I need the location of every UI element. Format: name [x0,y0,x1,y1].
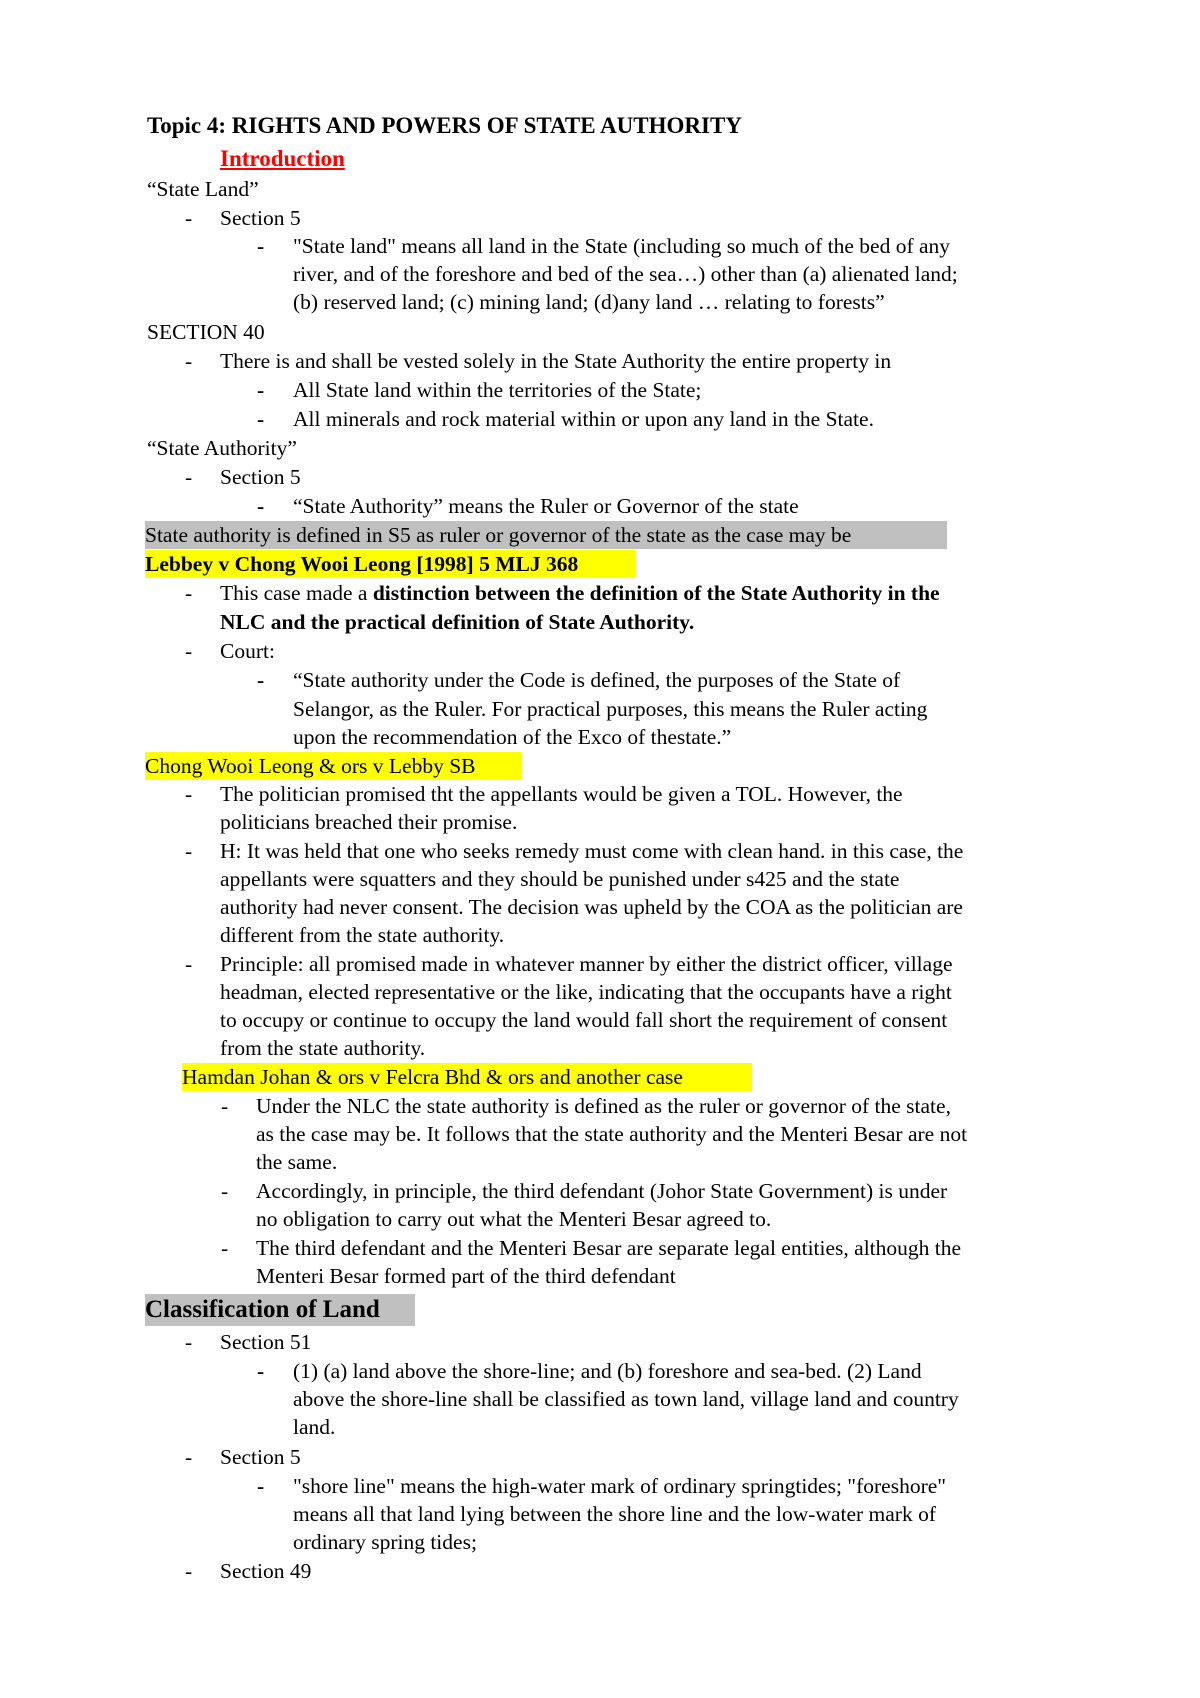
list-item [220,579,940,607]
list-item: H: It was held that one who seeks remedy must come with clean hand. in this case, the [220,839,964,863]
list-item: All minerals and rock material within or upon any land in the State. [293,407,874,431]
dash-marker: - [185,952,193,976]
dash-marker: - [185,639,193,663]
dash-marker: - [185,782,193,806]
dash-marker: - [257,494,265,518]
text-line: means all that land lying between the shore line and the low-water mark of [293,1502,936,1526]
text-line: SECTION 40 [147,320,265,344]
dash-marker: - [221,1236,229,1260]
introduction-heading: Introduction [220,146,345,171]
dash-marker: - [185,1445,193,1469]
dash-marker: - [221,1179,229,1203]
text-line: river, and of the foreshore and bed of the sea…) other than (a) alienated land; [293,262,958,286]
text-line: authority had never consent. The decision was upheld by the COA as the politician are [220,895,963,919]
dash-marker: - [257,407,265,431]
dash-marker: - [185,349,193,373]
bold-text-run: distinction between the definition of the State Authority in the [372,581,940,605]
text-line: different from the state authority. [220,923,505,947]
dash-marker: - [185,1330,193,1354]
list-item: Section 49 [220,1559,312,1583]
dash-marker: - [257,1474,265,1498]
dash-marker: - [257,1359,265,1383]
text-line: Selangor, as the Ruler. For practical purposes, this means the Ruler acting [293,697,928,721]
list-item: Court: [220,639,275,663]
list-item: "shore line" means the high-water mark of ordinary springtides; "foreshore" [293,1474,947,1498]
dash-marker: - [185,206,193,230]
text-line: no obligation to carry out what the Menteri Besar agreed to. [256,1207,772,1231]
list-item: Under the NLC the state authority is defined as the ruler or governor of the state, [256,1094,951,1118]
list-item: The third defendant and the Menteri Besar are separate legal entities, although the [256,1236,962,1260]
list-item: (1) (a) land above the shore-line; and (b) foreshore and sea-bed. (2) Land [293,1359,922,1383]
dash-marker: - [257,234,265,258]
highlighted-note: State authority is defined in S5 as ruler or governor of the state as the case may be [145,521,947,549]
list-item: Accordingly, in principle, the third defendant (Johor State Government) is under [256,1179,948,1203]
text-run: This case made a [220,581,373,605]
list-item: Section 5 [220,465,301,489]
dash-marker: - [185,581,193,605]
text-line: as the case may be. It follows that the state authority and the Menteri Besar are not [256,1122,968,1146]
text-line: ordinary spring tides; [293,1530,477,1554]
text-line: the same. [256,1150,338,1174]
list-item: Section 5 [220,206,301,230]
text-line: upon the recommendation of the Exco of thestate.” [293,725,732,749]
list-item: Section 51 [220,1330,312,1354]
text-line: (b) reserved land; (c) mining land; (d)any land … relating to forests” [293,290,885,314]
text-line: politicians breached their promise. [220,810,518,834]
dash-marker: - [257,668,265,692]
list-item: All State land within the territories of the State; [293,378,702,402]
list-item: Principle: all promised made in whatever manner by either the district officer, village [220,952,953,976]
list-item: The politician promised tht the appellants would be given a TOL. However, the [220,782,903,806]
text-line: NLC and the practical definition of State Authority. [220,610,695,634]
text-line: from the state authority. [220,1036,426,1060]
list-item: "State land" means all land in the State (including so much of the bed of any [293,234,951,258]
dash-marker: - [221,1094,229,1118]
dash-marker: - [185,1559,193,1583]
case-heading: Chong Wooi Leong & ors v Lebby SB [145,752,521,780]
list-item: Section 5 [220,1445,301,1469]
text-line: appellants were squatters and they should be punished under s425 and the state [220,867,900,891]
text-line: “State Authority” [147,436,297,460]
list-item: There is and shall be vested solely in the State Authority the entire property in [220,349,892,373]
dash-marker: - [185,465,193,489]
text-line: “State Land” [147,177,259,201]
text-line: headman, elected representative or the like, indicating that the occupants have a right [220,980,952,1004]
text-line: land. [293,1415,336,1439]
list-item: “State Authority” means the Ruler or Governor of the state [293,494,799,518]
page-title: Topic 4: RIGHTS AND POWERS OF STATE AUTHORITY [147,113,742,138]
text-line: above the shore-line shall be classified as town land, village land and country [293,1387,959,1411]
dash-marker: - [185,839,193,863]
text-line: Menteri Besar formed part of the third defendant [256,1264,676,1288]
case-heading: Hamdan Johan & ors v Felcra Bhd & ors and another case [182,1063,752,1091]
case-heading: Lebbey v Chong Wooi Leong [1998] 5 MLJ 368 [145,550,636,578]
section-heading: Classification of Land [145,1294,415,1326]
text-line: to occupy or continue to occupy the land would fall short the requirement of consent [220,1008,948,1032]
dash-marker: - [257,378,265,402]
list-item: “State authority under the Code is defined, the purposes of the State of [293,668,901,692]
